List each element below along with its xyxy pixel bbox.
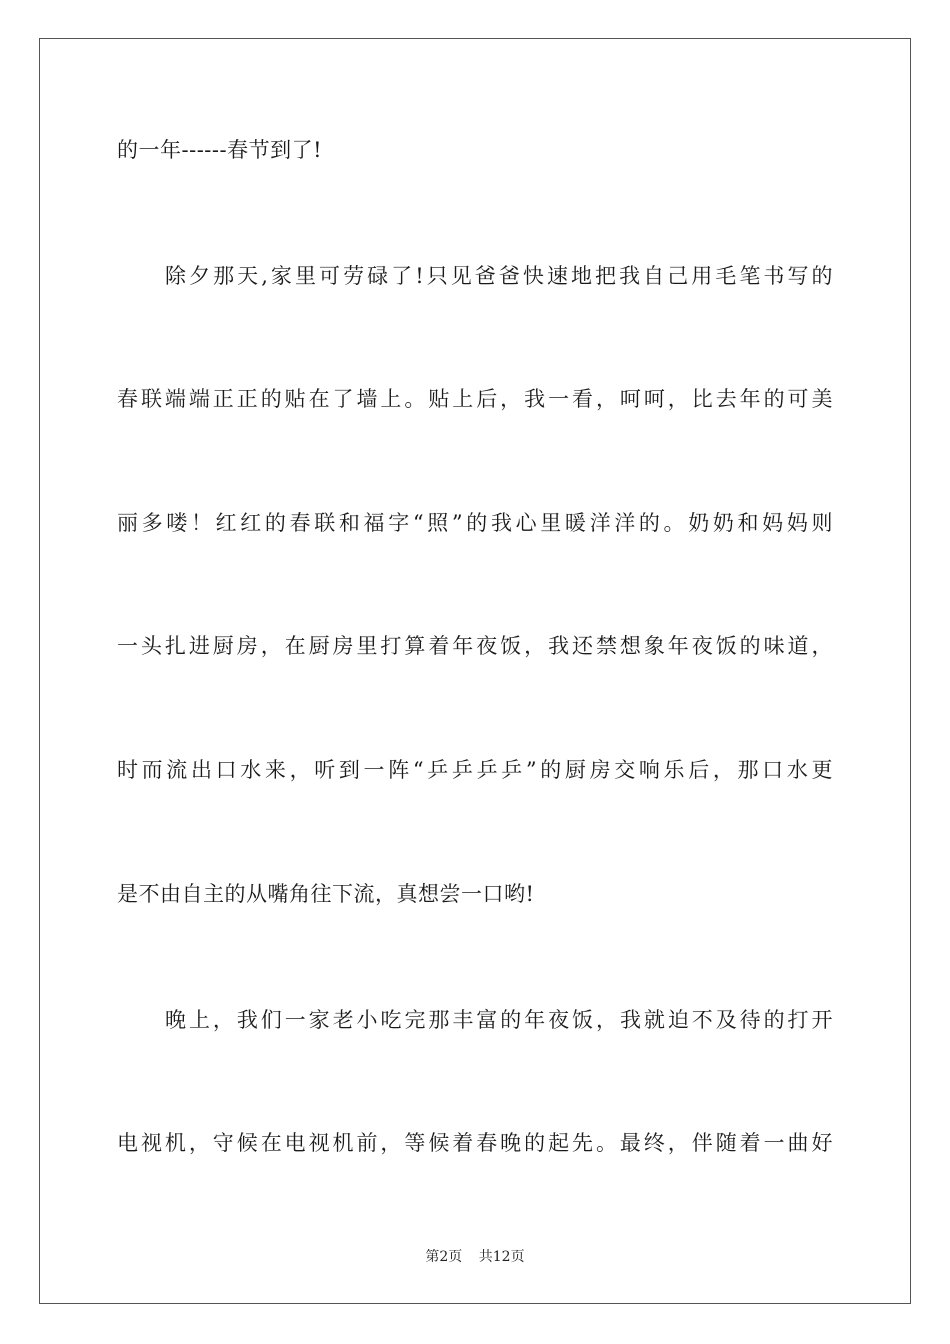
paragraph-first-line: 晚上，我们一家老小吃完那丰富的年夜饭，我就迫不及待的打开: [165, 1008, 833, 1032]
text-line: 的一年------春节到了!: [117, 138, 323, 162]
text-line: 一头扎进厨房，在厨房里打算着年夜饭，我还禁想象年夜饭的味道，: [117, 634, 833, 658]
text-line: 时而流出口水来，听到一阵“乒乒乒乒”的厨房交响乐后，那口水更: [117, 758, 833, 782]
page-number: 第2页: [425, 1249, 463, 1265]
page-total: 共12页: [478, 1249, 525, 1265]
paragraph-first-line: 除夕那天,家里可劳碌了!只见爸爸快速地把我自己用毛笔书写的: [165, 264, 833, 288]
page-footer: [0, 1248, 950, 1266]
text-line: 是不由自主的从嘴角往下流，真想尝一口哟!: [117, 882, 535, 906]
text-line: 电视机，守候在电视机前，等候着春晚的起先。最终，伴随着一曲好: [117, 1131, 833, 1155]
text-line: 丽多喽！红红的春联和福字“照”的我心里暖洋洋的。奶奶和妈妈则: [117, 511, 833, 535]
text-line: 春联端端正正的贴在了墙上。贴上后，我一看，呵呵，比去年的可美: [117, 387, 833, 411]
page-border: [39, 38, 911, 1304]
